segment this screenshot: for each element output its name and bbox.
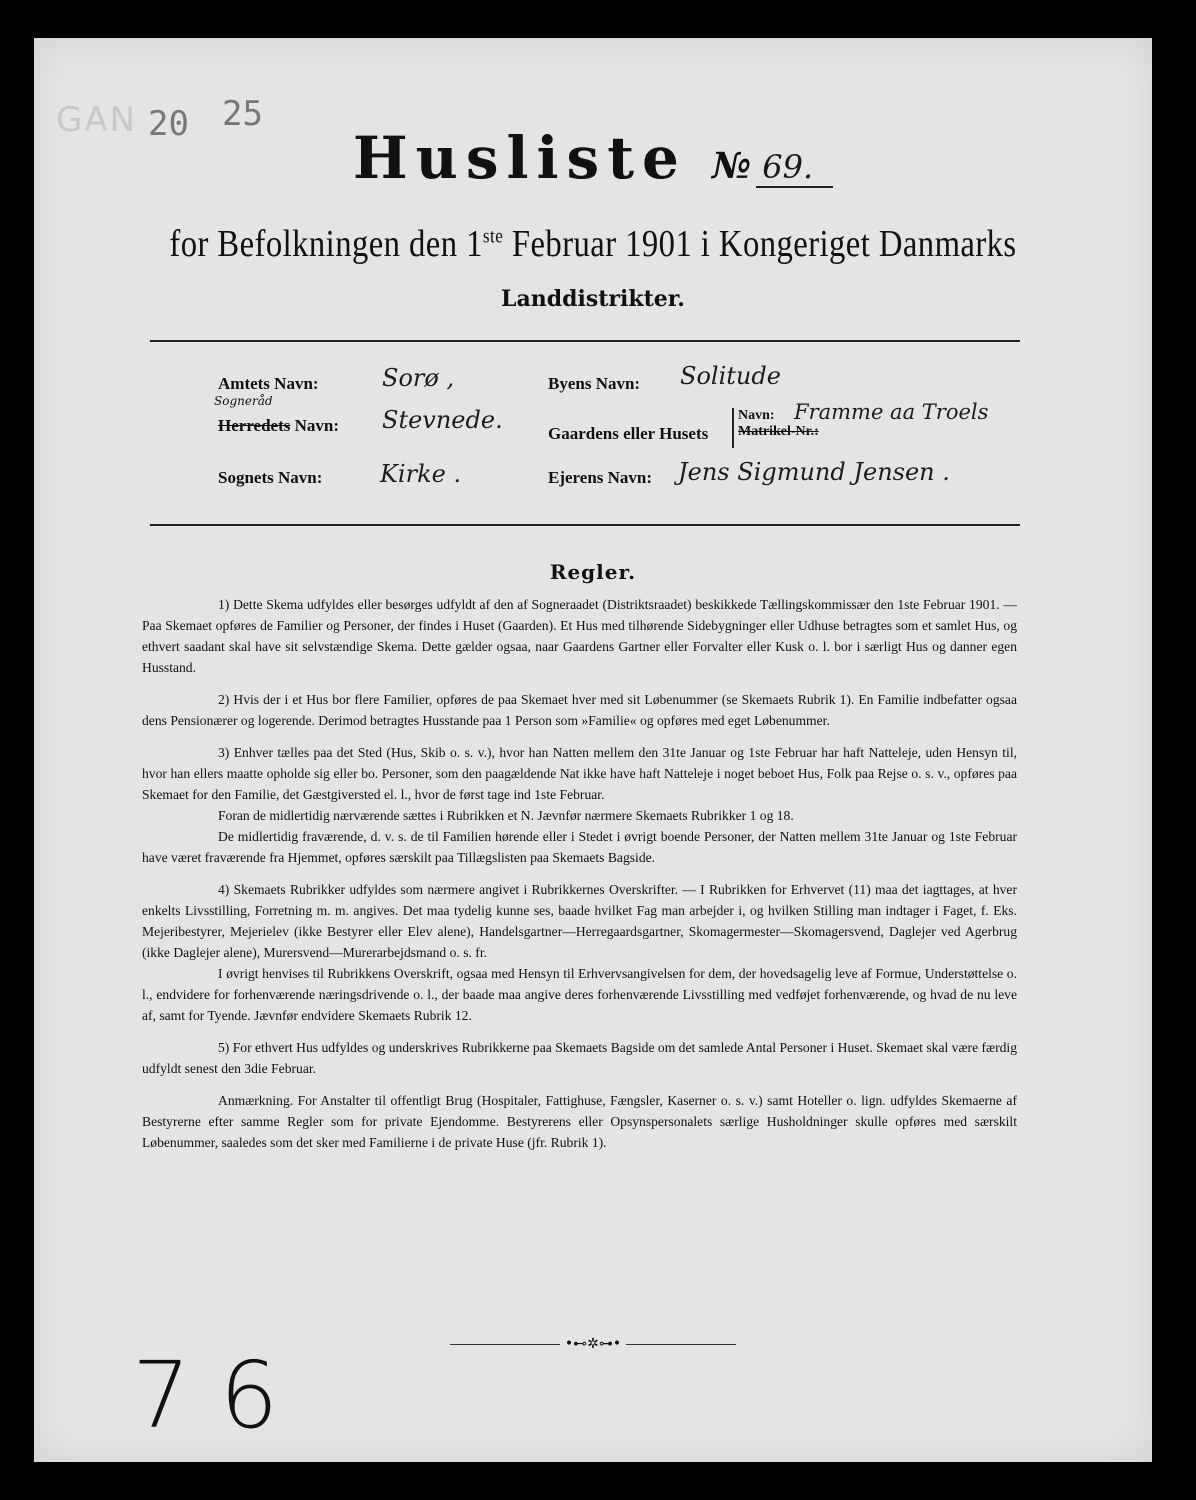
rules-body [142,594,1017,1164]
gaard-navn-value: Framme aa Troels [794,400,989,424]
bottom-rule [150,524,1020,526]
subtitle-post: Februar 1901 i Kongeriget Danmarks [503,223,1017,265]
gaard-label: Gaardens eller Husets [548,424,709,443]
rule-1: 1) Dette Skema udfyldes eller besørges udfyldt af den af Sogneraadet (Distriktsraadet) beskikkede Tællingskommissær den 1ste Februar 1901. — Paa Skemaet opføres de Familier og Personer, der findes i Huset (Gaarden). Et Hus med tilhørende Sidebygninger eller Udhuse betragtes som et samlet Hus, og ethvert saadant skal have sit selvstændige Skema. Dette gælder ogsaa, naar Gaardens Gartner eller Forvalter eller Kusk o. l. bor i særligt Hus og danner egen Husstand. [142,597,1017,675]
herred-label-rest: Navn: [290,416,340,435]
herred-label-struck: Herredets [218,416,291,435]
rule-3: 3) Enhver tælles paa det Sted (Hus, Skib o. s. v.), hvor han Natten mellem den 31te Januar og 1ste Februar har haft Natteleje, uden Hensyn til, hvor han ellers maatte opholde sig eller bo. Personer, som den paagældende Nat ikke have haft Natteleje i noget beboet Hus, Folk paa Rejse o. s. v., opføres paa Skemaet for den Familie, det Gæstgiversted el. l., hvor de først tage ind 1ste Februar. [142,745,1017,802]
rule-4-continued: I øvrigt henvises til Rubrikkens Overskrift, ogsaa med Hensyn til Erhvervsangivelsen for dem, der hovedsagelig leve af Formue, Understøttelse o. l., endvidere for forhenværende næringsdrivende o. l., der baade maa angive deres forhenværende Livsstilling med vedføjet forhenværende, og hvad de nu leve af, samt for Tyende. Jævnfør endvidere Skemaets Rubrik 12. [142,966,1017,1023]
herred-overwrite: Sogneråd [214,394,273,408]
stamp-number-right: 25 [222,94,263,134]
ornament-line-right [626,1344,736,1345]
by-value: Solitude [680,362,781,390]
rule-5: 5) For ethvert Hus udfyldes og underskrives Rubrikkerne paa Skemaets Bagside om det samlede Antal Personer i Huset. Skemaet skal være færdig udfyldt senest den 3die Februar. [142,1040,1017,1076]
list-number: 69. [756,148,833,188]
number-label: № [712,145,752,187]
sogn-label: Sognets Navn: [218,468,323,487]
subtitle-pre: for Befolkningen den 1 [169,223,483,265]
herred-label [218,416,339,436]
ejer-value: Jens Sigmund Jensen . [678,458,950,486]
form-title [34,124,1152,192]
amt-value: Sorø , [382,364,455,392]
remark: Anmærkning. For Anstalter til offentligt Brug (Hospitaler, Fattighuse, Fængsler, Kaserner o. s. v.) samt Hoteller o. lign. udfyldes Skemaerne af Bestyrerne efter samme Regler som for private Ejendomme. Bestyrerens eller Opsynspersonalets særlige Husholdninger skulle opføres med særskilt Løbenummer, saaledes som det sker med Familierne i de private Huse (jfr. Rubrik 1). [142,1093,1017,1150]
subtitle-sup: ste [482,225,504,248]
form-subtitle [112,222,1073,266]
rule-4: 4) Skemaets Rubrikker udfyldes som nærmere angivet i Rubrikkernes Overskrifter. — I Rubrikken for Erhvervet (11) maa det iagttages, at hver enkelts Livsstilling, Forretning m. m. angives. Det maa tydelig kunne ses, baade hvilket Fag man arbejder i, og hvilken Stilling man indtager i Faget, f. Eks. Mejeribestyrer, Mejerielev (ikke Bestyrer eller Elev alene), Handelsgartner—Herregaardsgartner, Skomagermester—Skomagersvend, Daglejer ved Agerbrug (ikke Daglejer alene), Murersvend—Murerarbejdsmand o. s. fr. [142,882,1017,960]
ejer-label: Ejerens Navn: [548,468,653,487]
amt-label: Amtets Navn: [218,374,319,393]
census-form-page [34,38,1152,1462]
rules-title: Regler. [549,560,637,584]
rule-3-note-n: Foran de midlertidig nærværende sættes i Rubrikken et N. Jævnfør nærmere Skemaets Rubrikker 1 og 18. [218,808,794,823]
gaard-navn-label: Navn: [738,408,775,423]
by-label: Byens Navn: [548,374,641,393]
ornament-line-left [450,1344,560,1345]
herred-value: Stevnede. [382,406,503,434]
handwritten-number: 7 6 [132,1342,279,1449]
top-rule [150,340,1020,342]
sogn-value: Kirke . [380,460,462,488]
faint-stamp: GAN [56,100,138,140]
district-heading: Landdistrikter. [501,286,685,312]
title-text: Husliste [352,124,687,192]
rule-2: 2) Hvis der i et Hus bor flere Familier, opføres de paa Skemaet hver med sit Løbenummer (se Skemaets Rubrik 1). En Familie indbefatter ogsaa dens Pensionærer og logerende. Derimod betragtes Husstande paa 1 Person som »Familie« og opføres med eget Løbenummer. [142,692,1017,728]
rule-3-absent: De midlertidig fraværende, d. v. s. de til Familien hørende eller i Stedet i øvrigt boende Personer, der Natten mellem 31te Januar og 1ste Februar have været fraværende fra Hjemmet, opføres særskilt paa Tillægslisten paa Skemaets Bagside. [142,829,1017,865]
stamp-number-left: 20 [148,104,189,144]
ornament-glyph: •⊷✲⊶• [564,1336,622,1352]
gaard-matrikel-label: Matrikel-Nr.: [738,424,819,439]
